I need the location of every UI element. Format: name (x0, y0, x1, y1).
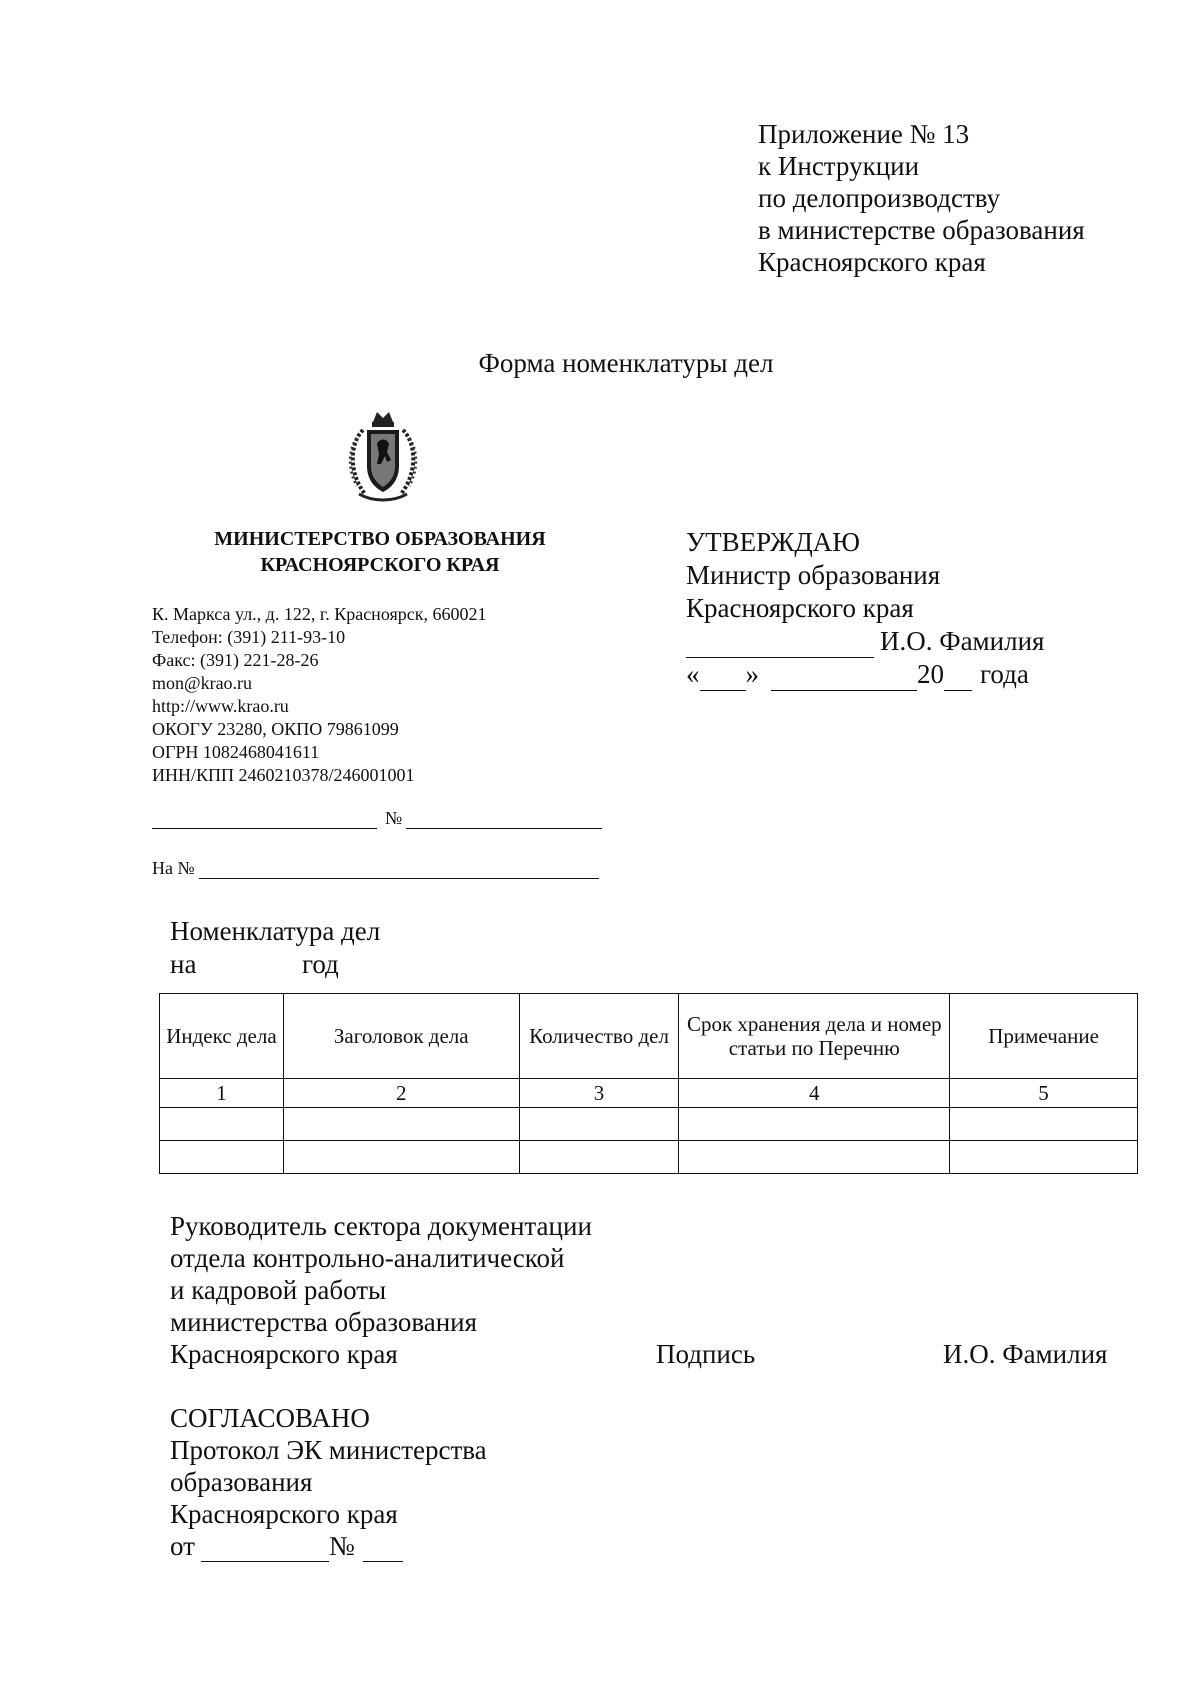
agreed-line: Протокол ЭК министерства (170, 1435, 487, 1465)
agreed-title: СОГЛАСОВАНО (170, 1403, 370, 1433)
agreed-line: Красноярского края (170, 1499, 398, 1529)
table-row (160, 1141, 1138, 1174)
requisite-inn: ИНН/КПП 2460210378/246001001 (152, 765, 415, 785)
approval-signer: И.О. Фамилия (880, 626, 1045, 656)
signatory-position (170, 1210, 592, 1370)
signatory-name: И.О. Фамилия (943, 1339, 1108, 1369)
outgoing-date-blank (152, 808, 377, 829)
approval-position-line: Красноярского края (686, 593, 914, 623)
nomenclature-table (159, 993, 1138, 1174)
table-cell (160, 1108, 284, 1141)
form-title: Форма номенклатуры дел (478, 348, 774, 378)
requisite-phone: Телефон: (391) 211-93-10 (152, 627, 346, 647)
appendix-line: в министерстве образования (758, 215, 1085, 245)
nomenclature-year-prefix: на (170, 949, 197, 979)
date-year-prefix: 20 (917, 659, 944, 689)
agreed-line: образования (170, 1467, 313, 1497)
table-cell (160, 1141, 284, 1174)
appendix-line: к Инструкции (758, 151, 920, 181)
requisite-fax: Факс: (391) 221-28-26 (152, 650, 319, 670)
signatory-position-line: и кадровой работы (170, 1275, 387, 1305)
agreed-protocol-line (170, 1530, 487, 1562)
agreed-date-blank (201, 1535, 329, 1562)
ministry-requisites (152, 603, 487, 787)
in-reply-label: На № (152, 858, 195, 878)
agreed-block (170, 1402, 487, 1562)
appendix-line: по делопроизводству (758, 183, 1001, 213)
ministry-name-line: МИНИСТЕРСТВО ОБРАЗОВАНИЯ (214, 528, 546, 550)
header-note: Примечание (950, 994, 1138, 1079)
nomenclature-year-suffix: год (301, 949, 339, 979)
coat-of-arms-icon (343, 408, 423, 504)
table-row (160, 1108, 1138, 1141)
date-year-blank (944, 664, 972, 691)
requisite-email: mon@krao.ru (152, 673, 253, 693)
nomenclature-title (170, 915, 380, 981)
outgoing-number-blank (406, 808, 602, 829)
requisite-address: К. Маркса ул., д. 122, г. Красноярск, 660021 (152, 604, 487, 624)
appendix-line: Приложение № 13 (758, 119, 970, 149)
approval-date-line (686, 658, 1044, 691)
column-number: 2 (283, 1079, 519, 1108)
header-index: Индекс дела (160, 994, 284, 1079)
nomenclature-year-line (170, 948, 380, 981)
requisite-ogrn: ОГРН 1082468041611 (152, 742, 320, 762)
agreed-from-label: от (170, 1531, 195, 1561)
column-number: 5 (950, 1079, 1138, 1108)
table-cell (519, 1108, 679, 1141)
appendix-header (758, 118, 1085, 278)
column-number: 4 (679, 1079, 950, 1108)
signatory-position-line: министерства образования (170, 1307, 478, 1337)
signatory-position-line: Красноярского края (170, 1339, 398, 1369)
approval-block (686, 526, 1044, 691)
outgoing-number-line (152, 808, 602, 829)
table-cell (950, 1141, 1138, 1174)
ministry-name-line: КРАСНОЯРСКОГО КРАЯ (260, 554, 500, 576)
date-close-quote: » (745, 659, 759, 689)
header-count: Количество дел (519, 994, 679, 1079)
table-number-row (160, 1079, 1138, 1108)
date-month-blank (771, 664, 917, 691)
table-cell (283, 1141, 519, 1174)
agreed-number-blank (363, 1535, 403, 1562)
header-title: Заголовок дела (283, 994, 519, 1079)
table-cell (283, 1108, 519, 1141)
signatory-position-line: Руководитель сектора документации (170, 1211, 592, 1241)
date-year-suffix: года (980, 659, 1029, 689)
nomenclature-heading: Номенклатура дел (170, 916, 381, 946)
table-cell (679, 1141, 950, 1174)
signatory-position-line: отдела контрольно-аналитической (170, 1243, 565, 1273)
outgoing-number-sign: № (385, 808, 403, 828)
requisite-okogu: ОКОГУ 23280, ОКПО 79861099 (152, 719, 399, 739)
column-number: 1 (160, 1079, 284, 1108)
requisite-website: http://www.krao.ru (152, 696, 289, 716)
table-cell (519, 1141, 679, 1174)
date-day-blank (700, 664, 746, 691)
signature-label: Подпись (656, 1339, 756, 1369)
in-reply-blank (199, 858, 599, 879)
in-reply-line (152, 858, 599, 879)
approval-signature-line (686, 625, 1044, 658)
column-number: 3 (519, 1079, 679, 1108)
approval-signature-blank (686, 631, 874, 658)
date-open-quote: « (686, 659, 700, 689)
table-cell (679, 1108, 950, 1141)
header-retention: Срок хранения дела и номер статьи по Перечню (679, 994, 950, 1079)
table-header-row (160, 994, 1138, 1079)
approval-title: УТВЕРЖДАЮ (686, 527, 861, 557)
table-cell (950, 1108, 1138, 1141)
approval-position-line: Министр образования (686, 560, 941, 590)
ministry-name (140, 526, 620, 578)
appendix-line: Красноярского края (758, 247, 986, 277)
agreed-number-sign: № (328, 1531, 355, 1561)
